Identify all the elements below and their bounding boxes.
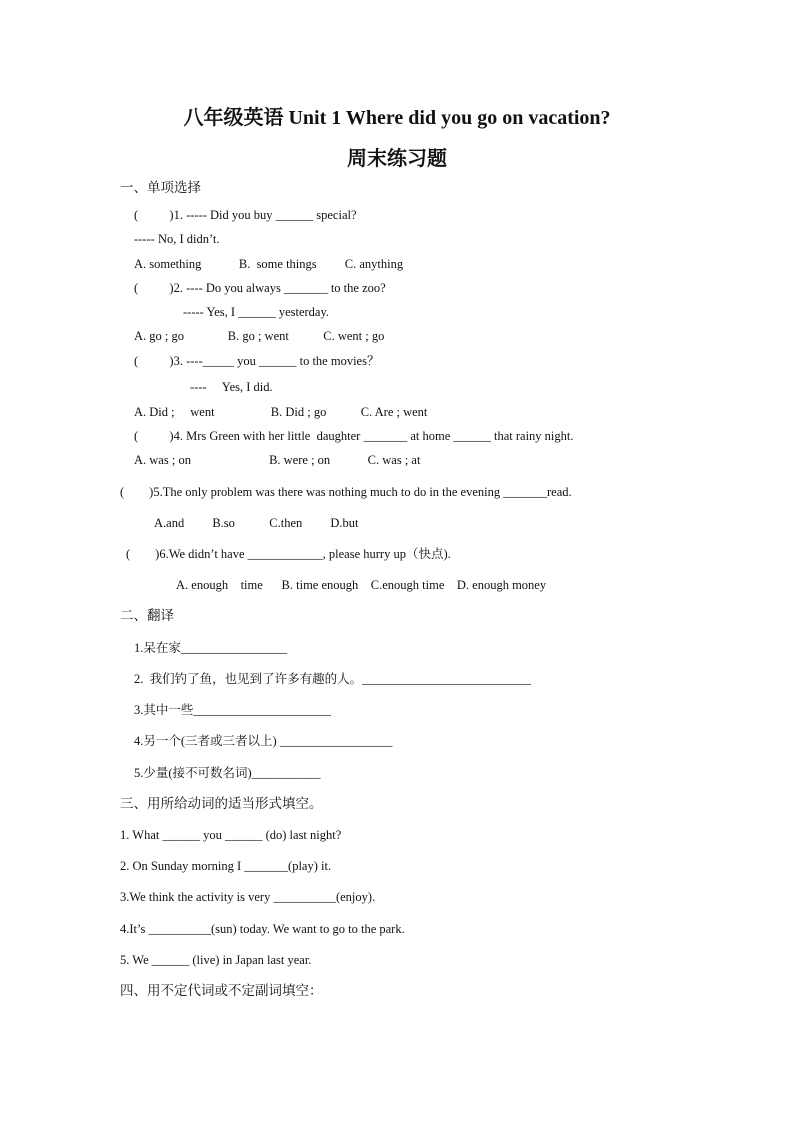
page-title: 八年级英语 Unit 1 Where did you go on vacation? — [183, 107, 611, 129]
option-line: A. enough time B. time enough C.enough time D. enough money — [176, 578, 547, 592]
option-line: A. Did ; went B. Did ; go C. Are ; went — [134, 405, 428, 419]
translation-line: 3.其中一些______________________ — [134, 703, 331, 717]
translation-line: 4.另一个(三者或三者以上) __________________ — [134, 734, 393, 748]
question-line: ----- Yes, I ______ yesterday. — [183, 305, 330, 319]
option-line: A. something B. some things C. anything — [134, 257, 404, 271]
question-line: ( )5.The only problem was there was nothing much to do in the evening _______read. — [120, 485, 572, 499]
question-line: ( )3. ----_____ you ______ to the movies？ — [134, 354, 380, 368]
question-line: ( )6.We didn’t have ____________, please hurry up（快点). — [126, 547, 451, 561]
option-line: A. was ; on B. were ; on C. was ; at — [134, 453, 421, 467]
option-line: A. go ; go B. go ; went C. went ; go — [134, 329, 385, 343]
translation-line: 2. 我们钓了鱼，也见到了许多有趣的人。___________________________ — [134, 672, 531, 686]
page-subtitle: 周末练习题 — [347, 148, 447, 170]
question-line: ( )1. ----- Did you buy ______ special? — [134, 208, 357, 222]
fill-blank-line: 2. On Sunday morning I _______(play) it. — [120, 859, 332, 873]
section-heading: 四、用不定代词或不定副词填空： — [120, 983, 323, 998]
translation-line: 5.少量(接不可数名词)___________ — [134, 766, 321, 780]
section-heading: 二、翻译 — [120, 608, 174, 623]
fill-blank-line: 5. We ______ (live) in Japan last year. — [120, 953, 312, 967]
question-line: ( )4. Mrs Green with her little daughter _______ at home ______ that rainy night. — [134, 429, 574, 443]
translation-line: 1.呆在家_________________ — [134, 641, 288, 655]
fill-blank-line: 4.It’s __________(sun) today. We want to go to the park. — [120, 922, 405, 936]
question-line: ( )2. ---- Do you always _______ to the zoo? — [134, 281, 386, 295]
section-heading: 一、单项选择 — [120, 180, 201, 195]
option-line: A.and B.so C.then D.but — [154, 516, 359, 530]
question-line: ----- No, I didn’t. — [134, 232, 220, 246]
section-heading: 三、用所给动词的适当形式填空。 — [120, 796, 323, 811]
fill-blank-line: 1. What ______ you ______ (do) last night? — [120, 828, 342, 842]
fill-blank-line: 3.We think the activity is very __________(enjoy). — [120, 890, 376, 904]
question-line: ---- Yes, I did. — [190, 380, 273, 394]
